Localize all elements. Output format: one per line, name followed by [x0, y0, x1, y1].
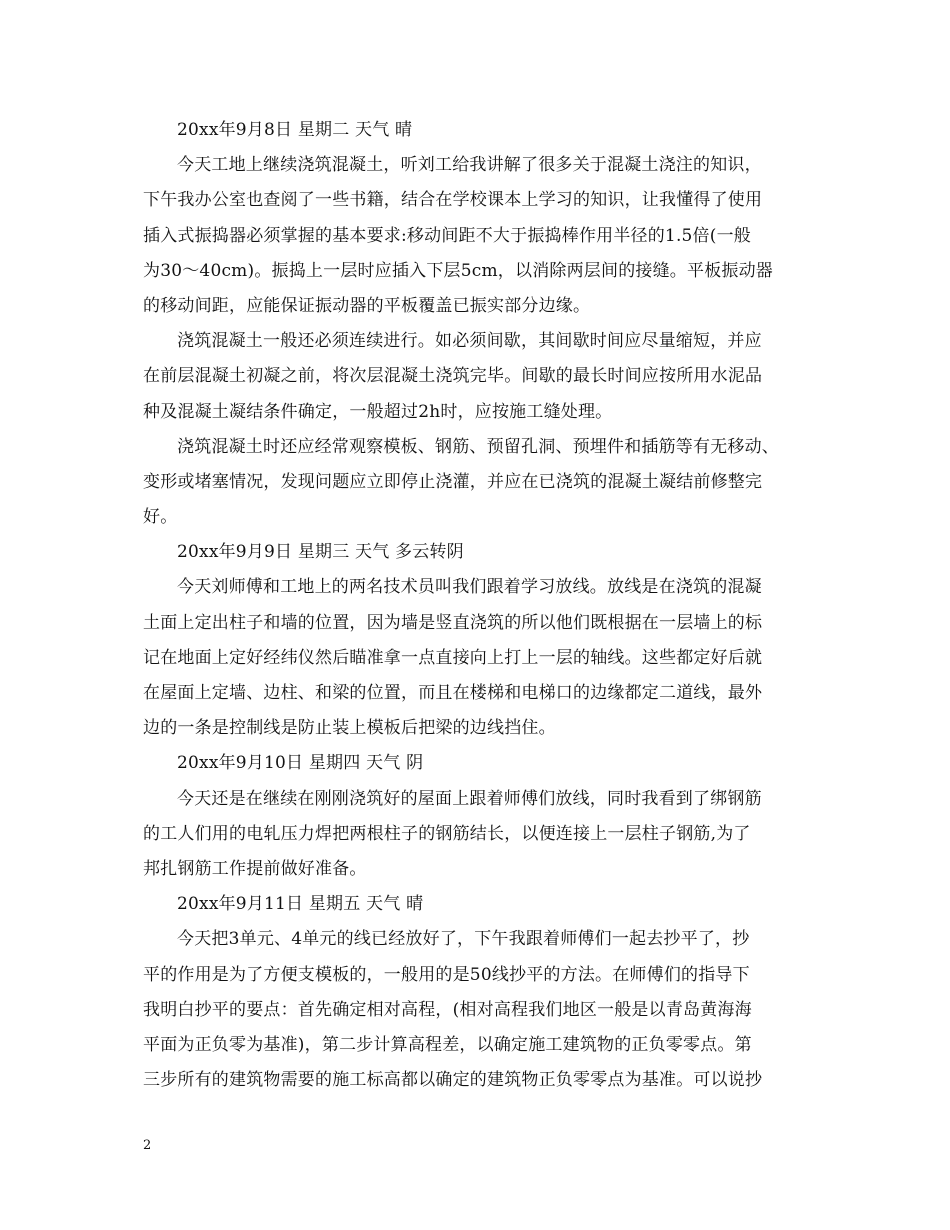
text-line: 平的作用是为了方便支模板的，一般用的是50线抄平的方法。在师傅们的指导下 — [143, 964, 750, 985]
text-line: 平面为正负零为基准)，第二步计算高程差，以确定施工建筑物的正负零零点。第 — [143, 1034, 752, 1055]
text-line: 在前层混凝土初凝之前，将次层混凝土浇筑完毕。间歇的最长时间应按所用水泥品 — [143, 366, 763, 387]
text-line: 插入式振捣器必须掌握的基本要求:移动间距不大于振捣棒作用半径的1.5倍(一般 — [143, 225, 751, 246]
text-line: 下午我办公室也查阅了一些书籍，结合在学校课本上学习的知识，让我懂得了使用 — [143, 190, 763, 211]
text-line: 20xx年9月9日 星期三 天气 多云转阴 — [177, 542, 464, 563]
text-line: 20xx年9月11日 星期五 天气 晴 — [177, 894, 424, 915]
text-line: 三步所有的建筑物需要的施工标高都以确定的建筑物正负零零点为基准。可以说抄 — [143, 1070, 763, 1091]
text-line: 变形或堵塞情况，发现问题应立即停止浇灌，并应在已浇筑的混凝土凝结前修整完 — [143, 471, 763, 492]
document-body — [143, 113, 823, 1098]
text-line: 好。 — [143, 507, 178, 528]
text-line: 的工人们用的电轧压力焊把两根柱子的钢筋结长，以便连接上一层柱子钢筋,为了 — [143, 823, 751, 844]
text-line: 今天还是在继续在刚刚浇筑好的屋面上跟着师傅们放线，同时我看到了绑钢筋 — [177, 788, 762, 809]
text-line: 我明白抄平的要点：首先确定相对高程，(相对高程我们地区一般是以青岛黄海海 — [143, 999, 752, 1020]
text-line: 浇筑混凝土时还应经常观察模板、钢筋、预留孔洞、预埋件和插筋等有无移动、 — [177, 436, 779, 457]
text-line: 浇筑混凝土一般还必须连续进行。如必须间歇，其间歇时间应尽量缩短，并应 — [177, 331, 762, 352]
text-line: 种及混凝土凝结条件确定，一般超过2h时，应按施工缝处理。 — [143, 401, 613, 422]
text-line: 为30～40cm)。振捣上一层时应插入下层5cm，以消除两层间的接缝。平板振动器 — [143, 260, 773, 281]
text-line: 土面上定出柱子和墙的位置，因为墙是竖直浇筑的所以他们既根据在一层墙上的标 — [143, 612, 763, 633]
page-number: 2 — [143, 1138, 152, 1153]
text-line: 边的一条是控制线是防止装上模板后把梁的边线挡住。 — [143, 718, 556, 739]
text-line: 今天刘师傅和工地上的两名技术员叫我们跟着学习放线。放线是在浇筑的混凝 — [177, 577, 762, 598]
text-line: 记在地面上定好经纬仪然后瞄准拿一点直接向上打上一层的轴线。这些都定好后就 — [143, 647, 763, 668]
text-line: 今天把3单元、4单元的线已经放好了，下午我跟着师傅们一起去抄平了，抄 — [177, 929, 750, 950]
text-line: 今天工地上继续浇筑混凝土，听刘工给我讲解了很多关于混凝土浇注的知识， — [177, 155, 762, 176]
text-line: 在屋面上定墙、边柱、和梁的位置，而且在楼梯和电梯口的边缘都定二道线，最外 — [143, 683, 763, 703]
text-line: 20xx年9月8日 星期二 天气 晴 — [177, 120, 413, 140]
text-line: 20xx年9月10日 星期四 天气 阴 — [177, 753, 424, 774]
text-line: 邦扎钢筋工作提前做好准备。 — [143, 858, 367, 879]
text-line: 的移动间距，应能保证振动器的平板覆盖已振实部分边缘。 — [143, 295, 591, 316]
